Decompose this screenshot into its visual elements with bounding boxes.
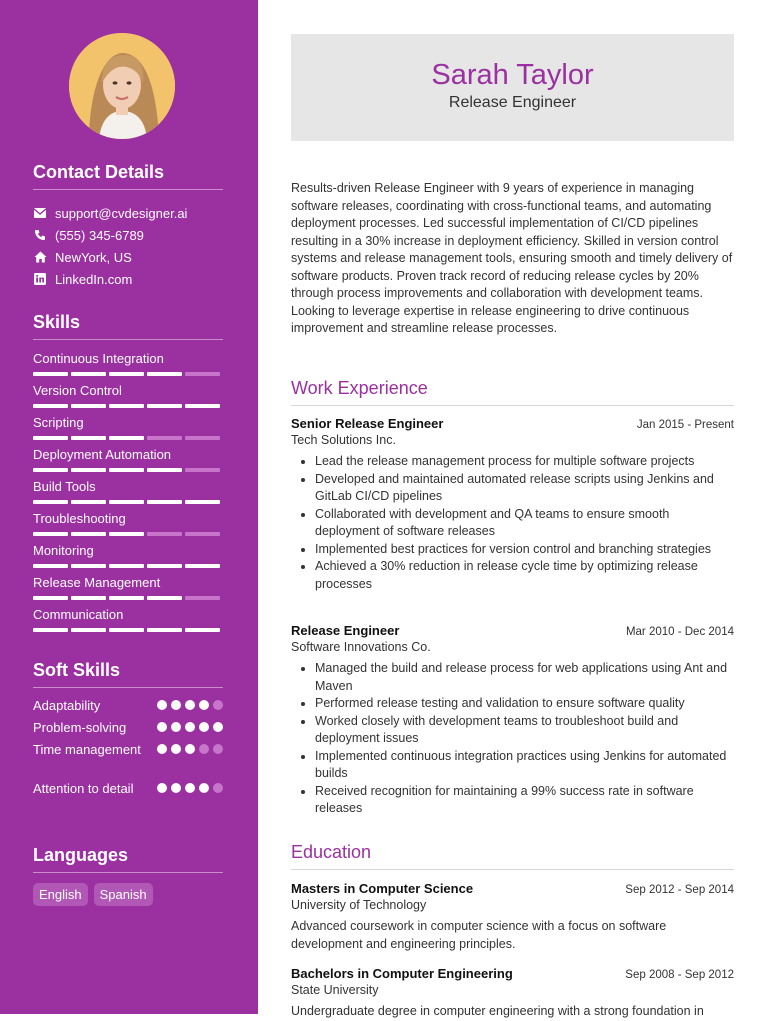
rating-dot: [171, 700, 181, 710]
skill-level-bar: [33, 628, 223, 632]
soft-skill-row: [33, 741, 223, 780]
education-date: Sep 2012 - Sep 2014: [625, 884, 734, 896]
job-bullet: • Performed release testing and validation to ensure software quality: [315, 695, 734, 713]
skill-name: Continuous Integration: [33, 351, 164, 366]
skill-level-segment: [185, 500, 220, 504]
rating-dot: [185, 744, 195, 754]
candidate-role: Release Engineer: [448, 94, 577, 111]
skill-level-segment: [33, 468, 68, 472]
rating-dot: [185, 783, 195, 793]
skill-level-segment: [147, 372, 182, 376]
skill-level-segment: [147, 500, 182, 504]
skill-level-segment: [33, 500, 68, 504]
contact-section: [33, 162, 223, 290]
skill-level-bar: [33, 500, 223, 504]
rating-dot: [199, 722, 209, 732]
skill-name: Version Control: [33, 383, 122, 398]
skill-level-bar: [33, 532, 223, 536]
school-name: University of Technology: [291, 898, 427, 912]
skill-item: [33, 447, 223, 479]
job-bullet: • Worked closely with development teams to troubleshoot build and deployment issues: [315, 713, 734, 748]
job-bullet: • Collaborated with development and QA teams to ensure smooth deployment of software releases: [315, 506, 734, 541]
job-entry: [291, 623, 734, 818]
skill-level-segment: [147, 404, 182, 408]
job-bullets: [291, 660, 734, 818]
skill-level-segment: [109, 500, 144, 504]
contact-location: [33, 246, 223, 268]
rating-dot: [157, 744, 167, 754]
skill-level-segment: [185, 596, 220, 600]
skill-name: Monitoring: [33, 543, 94, 558]
skill-level-segment: [147, 628, 182, 632]
job-title: Senior Release Engineer: [291, 416, 444, 431]
skill-item: [33, 607, 223, 639]
job-date: Jan 2015 - Present: [636, 419, 734, 431]
skill-level-segment: [147, 596, 182, 600]
soft-skill-rating: [157, 783, 223, 793]
skill-level-bar: [33, 564, 223, 568]
skill-level-segment: [71, 564, 106, 568]
skill-name: Build Tools: [33, 479, 96, 494]
soft-skill-rating: [157, 744, 223, 754]
skills-section: [33, 312, 223, 639]
language-chip: Spanish: [94, 883, 153, 906]
job-company: Software Innovations Co.: [291, 640, 431, 654]
skill-level-segment: [33, 404, 68, 408]
job-bullet: • Achieved a 30% reduction in release cycle time by optimizing release processes: [315, 558, 734, 593]
education-date: Sep 2008 - Sep 2012: [625, 969, 734, 981]
skill-level-segment: [71, 404, 106, 408]
skill-level-segment: [71, 532, 106, 536]
envelope-icon: [33, 206, 47, 220]
skill-level-segment: [109, 596, 144, 600]
candidate-name: Sarah Taylor: [431, 59, 594, 91]
skill-name: Scripting: [33, 415, 84, 430]
job-title: Release Engineer: [291, 623, 400, 638]
contact-phone[interactable]: [33, 224, 223, 246]
skill-level-segment: [185, 404, 220, 408]
sidebar: [0, 0, 258, 1014]
rating-dot: [213, 722, 223, 732]
skill-level-segment: [109, 372, 144, 376]
soft-skill-rating: [157, 722, 223, 732]
name-header: [291, 34, 734, 141]
languages-heading: Languages: [33, 845, 223, 873]
skill-item: [33, 351, 223, 383]
rating-dot: [199, 783, 209, 793]
phone-icon: [33, 228, 47, 242]
skill-level-segment: [109, 468, 144, 472]
skill-level-segment: [147, 532, 182, 536]
job-entry: [291, 416, 734, 593]
soft-skill-row: [33, 780, 223, 820]
rating-dot: [213, 783, 223, 793]
education-description: Advanced coursework in computer science with a focus on software development and engineering principles.: [291, 919, 667, 951]
skill-level-segment: [33, 564, 68, 568]
skill-level-bar: [33, 372, 223, 376]
skill-item: [33, 479, 223, 511]
skill-level-bar: [33, 468, 223, 472]
language-chip: English: [33, 883, 88, 906]
skills-heading: Skills: [33, 312, 223, 340]
rating-dot: [171, 722, 181, 732]
rating-dot: [157, 700, 167, 710]
skill-item: [33, 575, 223, 607]
job-bullet: • Implemented continuous integration practices using Jenkins for automated builds: [315, 748, 734, 783]
contact-heading: Contact Details: [33, 162, 223, 190]
skill-level-segment: [185, 564, 220, 568]
job-date: Mar 2010 - Dec 2014: [625, 626, 734, 638]
skill-level-segment: [33, 372, 68, 376]
skill-item: [33, 511, 223, 543]
rating-dot: [157, 783, 167, 793]
soft-skill-name: Time management: [33, 742, 141, 757]
skill-name: Release Management: [33, 575, 161, 590]
skill-level-segment: [71, 500, 106, 504]
degree-title: Bachelors in Computer Engineering: [291, 966, 513, 981]
skill-level-segment: [71, 468, 106, 472]
rating-dot: [185, 722, 195, 732]
home-icon: [33, 250, 47, 264]
job-bullet: • Developed and maintained automated release scripts using Jenkins and GitLab CI/CD pipelines: [315, 471, 734, 506]
skill-level-segment: [33, 628, 68, 632]
rating-dot: [171, 783, 181, 793]
skill-name: Troubleshooting: [33, 511, 126, 526]
rating-dot: [171, 744, 181, 754]
contact-email-text: support@cvdesigner.ai: [55, 205, 188, 221]
skill-level-segment: [71, 436, 106, 440]
skill-level-segment: [109, 628, 144, 632]
skill-level-segment: [185, 436, 220, 440]
skill-name: Deployment Automation: [33, 447, 172, 462]
job-bullet: • Lead the release management process for multiple software projects: [315, 453, 734, 471]
job-bullet: • Implemented best practices for version control and branching strategies: [315, 541, 734, 559]
skill-level-segment: [33, 436, 68, 440]
rating-dot: [213, 744, 223, 754]
rating-dot: [199, 744, 209, 754]
linkedin-icon: [33, 272, 47, 286]
skill-level-segment: [71, 628, 106, 632]
skill-level-segment: [71, 596, 106, 600]
skill-level-segment: [185, 628, 220, 632]
soft-skill-name: Problem-solving: [33, 720, 127, 735]
soft-skills-heading: Soft Skills: [33, 660, 223, 688]
soft-skill-name: Attention to detail: [33, 781, 134, 796]
skill-level-segment: [109, 404, 144, 408]
soft-skill-rating: [157, 700, 223, 710]
contact-phone-text: (555) 345-6789: [55, 227, 144, 243]
contact-location-text: NewYork, US: [55, 249, 132, 265]
summary-text: Results-driven Release Engineer with 9 years of experience in managing software releases, coordinating with cross-functional teams, and automating deployment processes. Led successful implementation of CI/CD pipelines resulting in a 30% increase in deployment efficiency. Skilled in version control systems and release management tools, ensuring smooth and timely delivery of software products. Proven track record of reducing release cycles by 20% through process improvements and collaboration with development teams. Looking to leverage expertise in release engineering to drive continuous improvement and streamline release processes.: [291, 181, 733, 335]
skill-level-segment: [185, 372, 220, 376]
skill-level-segment: [71, 372, 106, 376]
soft-skill-row: [33, 719, 223, 741]
education-heading: Education: [291, 842, 734, 870]
skill-name: Communication: [33, 607, 124, 622]
job-bullet: • Received recognition for maintaining a 99% success rate in software releases: [315, 783, 734, 818]
contact-email[interactable]: [33, 202, 223, 224]
soft-skills-section: [33, 660, 223, 820]
contact-linkedin[interactable]: [33, 268, 223, 290]
job-company: Tech Solutions Inc.: [291, 433, 396, 447]
skill-level-segment: [109, 564, 144, 568]
education-entry: [291, 881, 734, 953]
skill-level-segment: [33, 532, 68, 536]
skill-item: [33, 543, 223, 575]
skill-item: [33, 415, 223, 447]
skill-level-bar: [33, 404, 223, 408]
skill-level-segment: [185, 468, 220, 472]
skill-item: [33, 383, 223, 415]
school-name: State University: [291, 983, 379, 997]
education-entry: [291, 966, 734, 1021]
rating-dot: [213, 700, 223, 710]
degree-title: Masters in Computer Science: [291, 881, 474, 896]
languages-section: [33, 845, 223, 906]
skill-level-segment: [147, 436, 182, 440]
skill-level-segment: [185, 532, 220, 536]
job-bullets: [291, 453, 734, 593]
skill-level-segment: [147, 468, 182, 472]
rating-dot: [185, 700, 195, 710]
contact-linkedin-text: LinkedIn.com: [55, 271, 133, 287]
skill-level-segment: [33, 596, 68, 600]
work-experience-heading: Work Experience: [291, 378, 734, 406]
avatar: [69, 33, 175, 139]
rating-dot: [199, 700, 209, 710]
soft-skill-name: Adaptability: [33, 698, 101, 713]
education-description: Undergraduate degree in computer engineering with a strong foundation in: [291, 1004, 704, 1018]
skill-level-bar: [33, 436, 223, 440]
skill-level-bar: [33, 596, 223, 600]
job-bullet: • Managed the build and release process for web applications using Ant and Maven: [315, 660, 734, 695]
skill-level-segment: [147, 564, 182, 568]
skill-level-segment: [109, 436, 144, 440]
skill-level-segment: [109, 532, 144, 536]
soft-skill-row: [33, 697, 223, 719]
rating-dot: [157, 722, 167, 732]
